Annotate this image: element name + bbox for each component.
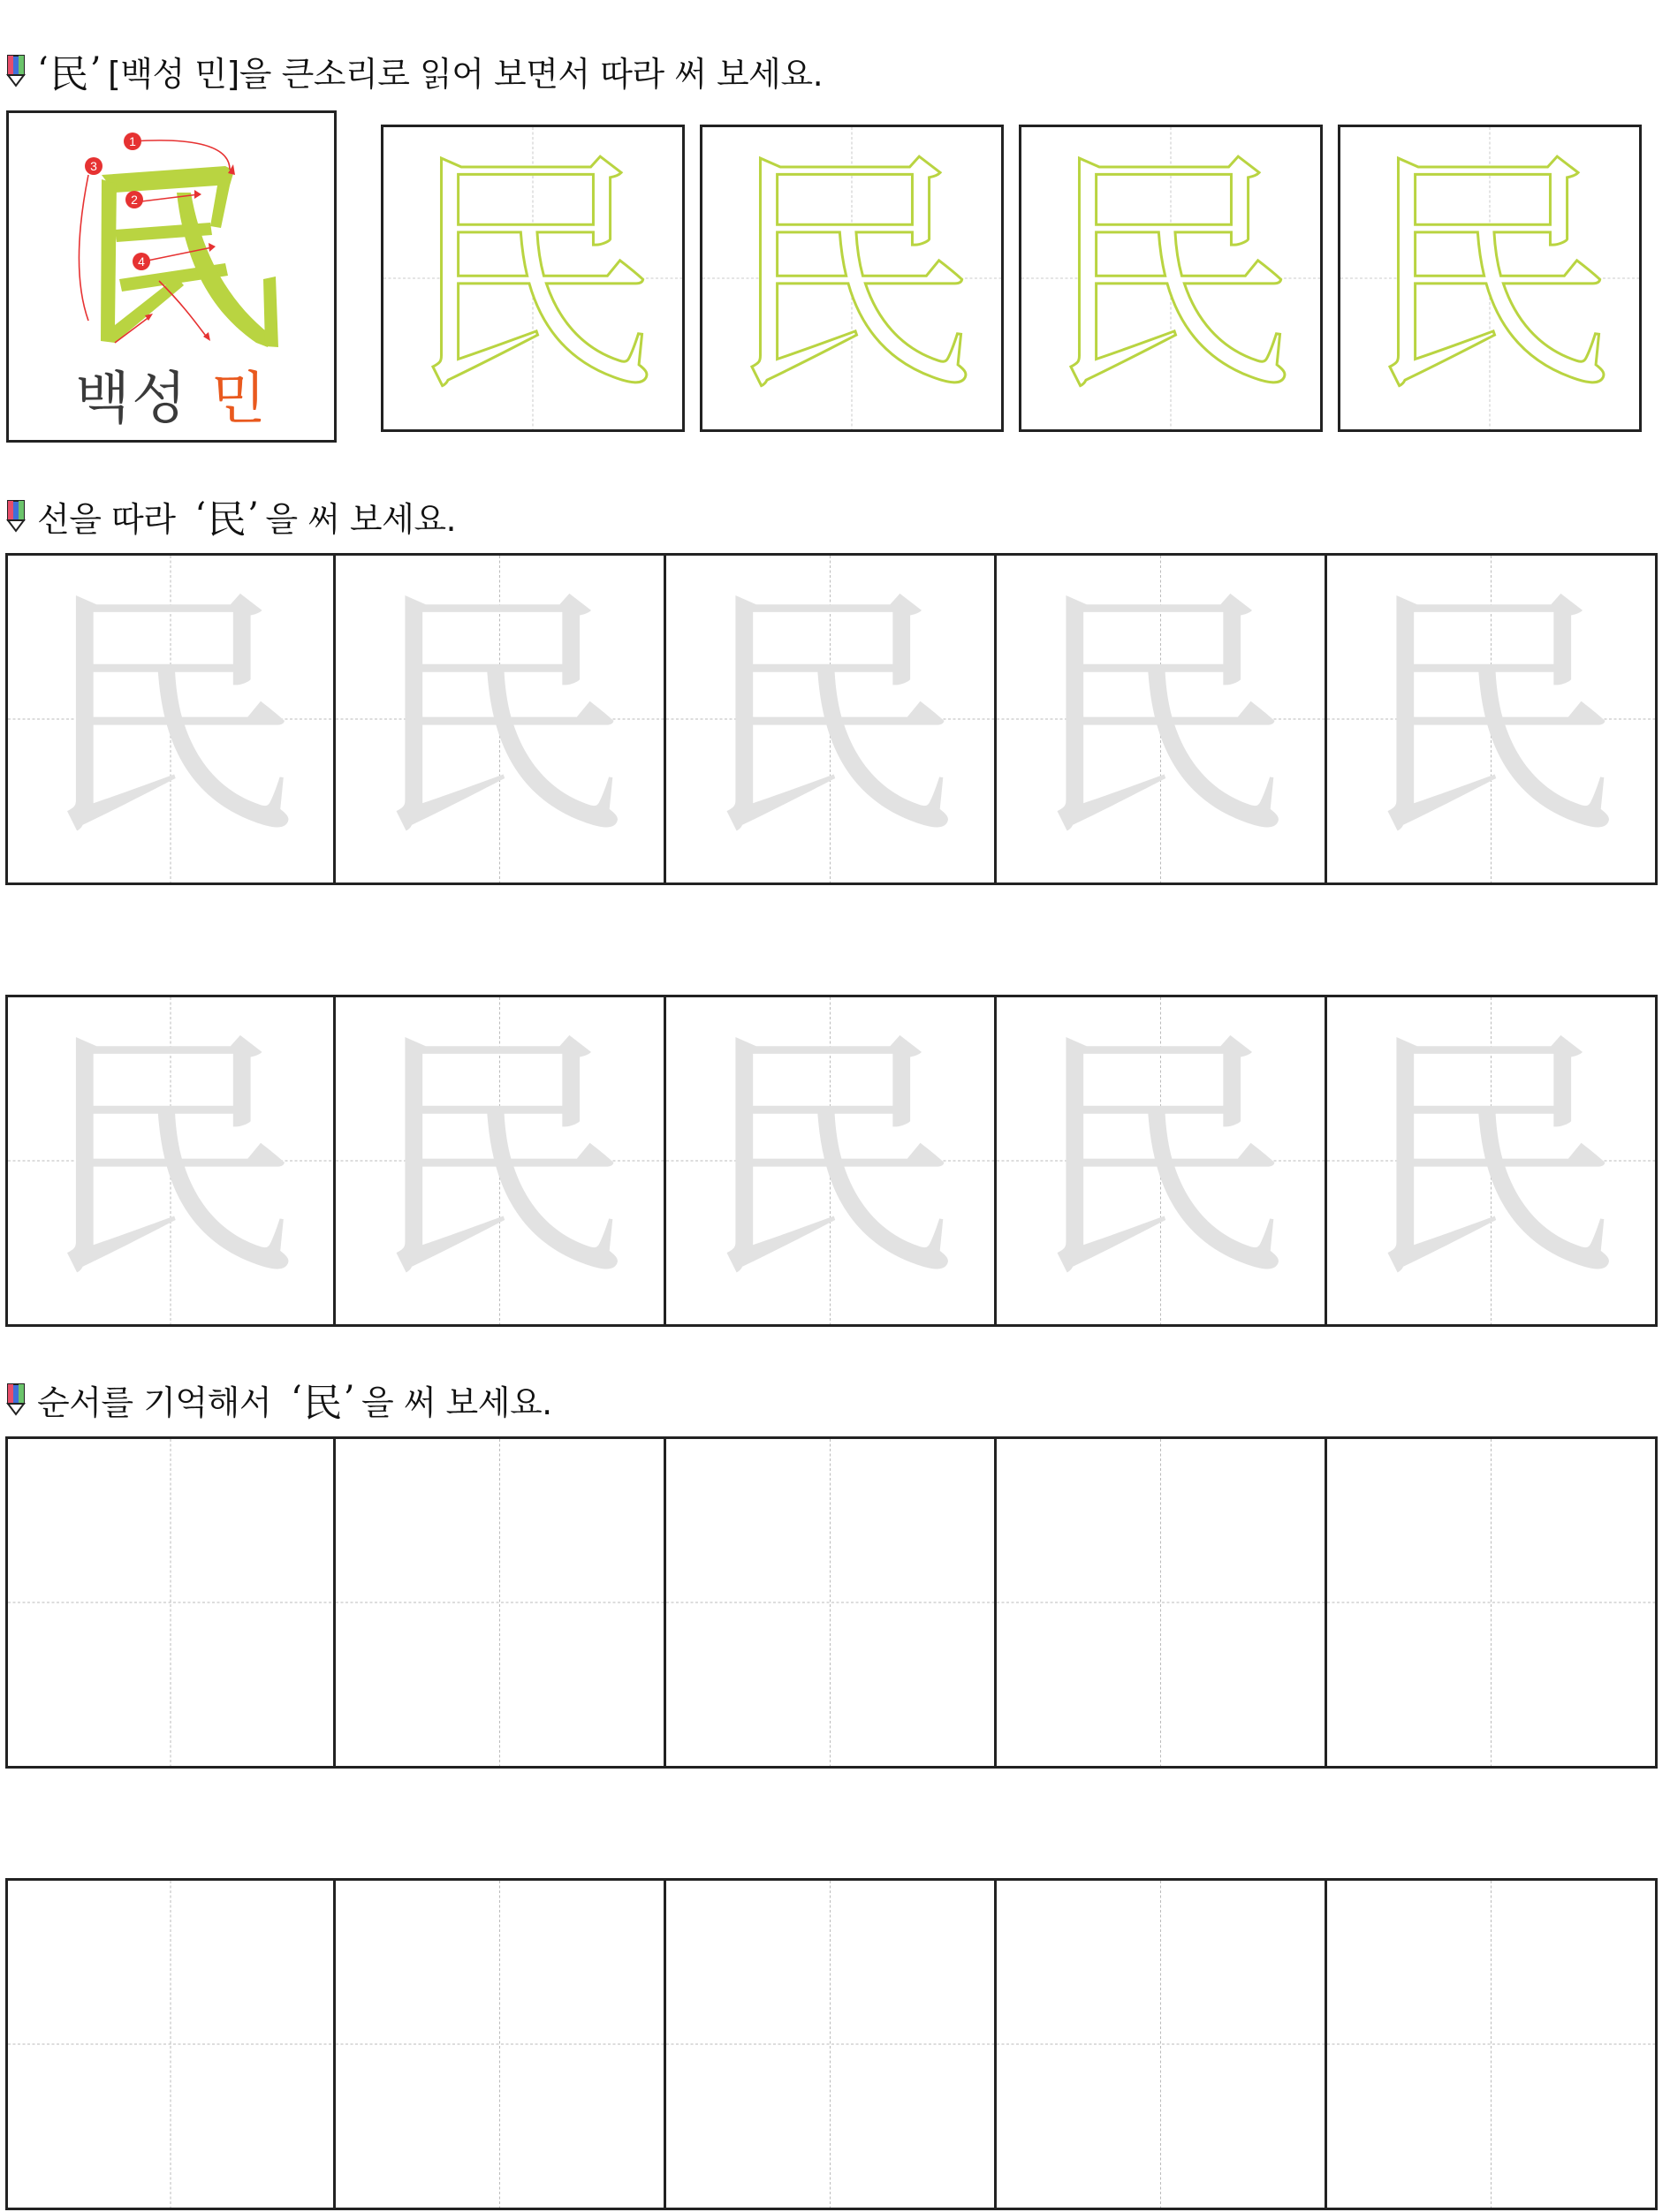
- svg-text:3: 3: [90, 159, 97, 173]
- instruction-read-aloud: [5, 46, 823, 95]
- stroke-order-reference: [6, 110, 337, 443]
- pencil-icon: [5, 54, 27, 87]
- outline-hanja: 民: [1362, 129, 1618, 427]
- gray-hanja: 民: [38, 1006, 303, 1314]
- outline-hanja: 民: [724, 129, 980, 427]
- instruction-suffix: 을 써 보세요.: [265, 499, 457, 539]
- hanja-character: 民: [303, 1381, 342, 1426]
- empty-practice-cell[interactable]: [997, 1436, 1327, 1769]
- empty-practice-cell[interactable]: [1327, 1878, 1658, 2210]
- hanja-strokes: [101, 166, 278, 347]
- gray-trace-cell[interactable]: [666, 553, 997, 885]
- svg-text:2: 2: [131, 193, 138, 207]
- empty-practice-cell[interactable]: [5, 1878, 336, 2210]
- instruction-suffix: 을 써 보세요.: [361, 1382, 552, 1422]
- instruction-prefix: 선을 따라: [37, 499, 176, 539]
- gray-hanja: 民: [1028, 564, 1294, 873]
- svg-text:4: 4: [138, 254, 145, 269]
- quote-close: ’: [89, 50, 101, 91]
- empty-practice-cell[interactable]: [666, 1878, 997, 2210]
- empty-practice-cell[interactable]: [5, 1436, 336, 1769]
- stroke-order-diagram: [53, 131, 292, 352]
- guide-lines: [997, 1439, 1325, 1766]
- gray-hanja: 民: [1358, 1006, 1624, 1314]
- gray-trace-cell[interactable]: [1327, 553, 1658, 885]
- gray-hanja: 民: [367, 564, 633, 873]
- empty-practice-cell[interactable]: [1327, 1436, 1658, 1769]
- outline-hanja: 民: [405, 129, 661, 427]
- gray-trace-cell[interactable]: [1327, 995, 1658, 1327]
- quote-open: ‘: [291, 1379, 302, 1420]
- quote-open: ‘: [194, 496, 206, 536]
- instruction-prefix: 순서를 기억해서: [37, 1382, 272, 1422]
- svg-text:1: 1: [129, 134, 136, 148]
- instruction-memorize: [5, 1375, 552, 1424]
- quote-close: ’: [247, 496, 259, 536]
- gray-trace-cell[interactable]: [666, 995, 997, 1327]
- guide-lines: [666, 1881, 994, 2208]
- guide-lines: [336, 1881, 664, 2208]
- outline-hanja: 民: [1043, 129, 1299, 427]
- empty-practice-cell[interactable]: [336, 1878, 666, 2210]
- gray-trace-row-2: [5, 995, 1658, 1327]
- quote-open: ‘: [37, 50, 49, 91]
- outline-trace-cell[interactable]: [1019, 125, 1323, 432]
- empty-practice-cell[interactable]: [666, 1436, 997, 1769]
- gray-trace-row-1: [5, 553, 1658, 885]
- instruction-trace: [5, 491, 456, 541]
- outline-trace-cell[interactable]: [1338, 125, 1642, 432]
- outline-trace-cell[interactable]: [700, 125, 1004, 432]
- gray-trace-cell[interactable]: [336, 995, 666, 1327]
- outline-trace-cell[interactable]: [381, 125, 685, 432]
- gray-hanja: 民: [367, 1006, 633, 1314]
- gray-hanja: 民: [38, 564, 303, 873]
- guide-lines: [8, 1881, 333, 2208]
- guide-lines: [336, 1439, 664, 1766]
- hanja-sound: 민: [210, 367, 268, 432]
- outline-trace-row: [381, 125, 1642, 432]
- guide-lines: [666, 1439, 994, 1766]
- empty-practice-row-2: [5, 1878, 1658, 2210]
- hanja-character: 民: [207, 497, 247, 542]
- gray-trace-cell[interactable]: [997, 553, 1327, 885]
- quote-close: ’: [343, 1379, 354, 1420]
- hanja-meaning: 백성: [75, 367, 188, 432]
- empty-practice-cell[interactable]: [336, 1436, 666, 1769]
- guide-lines: [8, 1439, 333, 1766]
- gray-hanja: 民: [1028, 1006, 1294, 1314]
- gray-hanja: 民: [697, 1006, 963, 1314]
- guide-lines: [1327, 1439, 1655, 1766]
- gray-trace-cell[interactable]: [5, 995, 336, 1327]
- pencil-icon: [5, 1382, 27, 1416]
- gray-hanja: 民: [1358, 564, 1624, 873]
- guide-lines: [997, 1881, 1325, 2208]
- hanja-character: 民: [49, 52, 88, 97]
- guide-lines: [1327, 1881, 1655, 2208]
- instruction-text: [백성 민]을 큰소리로 읽어 보면서 따라 써 보세요.: [107, 54, 824, 94]
- gray-trace-cell[interactable]: [5, 553, 336, 885]
- empty-practice-row-1: [5, 1436, 1658, 1769]
- pencil-icon: [5, 499, 27, 533]
- hanja-reading: [9, 353, 334, 435]
- gray-trace-cell[interactable]: [336, 553, 666, 885]
- gray-hanja: 民: [697, 564, 963, 873]
- gray-trace-cell[interactable]: [997, 995, 1327, 1327]
- stroke-number-badges: [85, 133, 150, 270]
- empty-practice-cell[interactable]: [997, 1878, 1327, 2210]
